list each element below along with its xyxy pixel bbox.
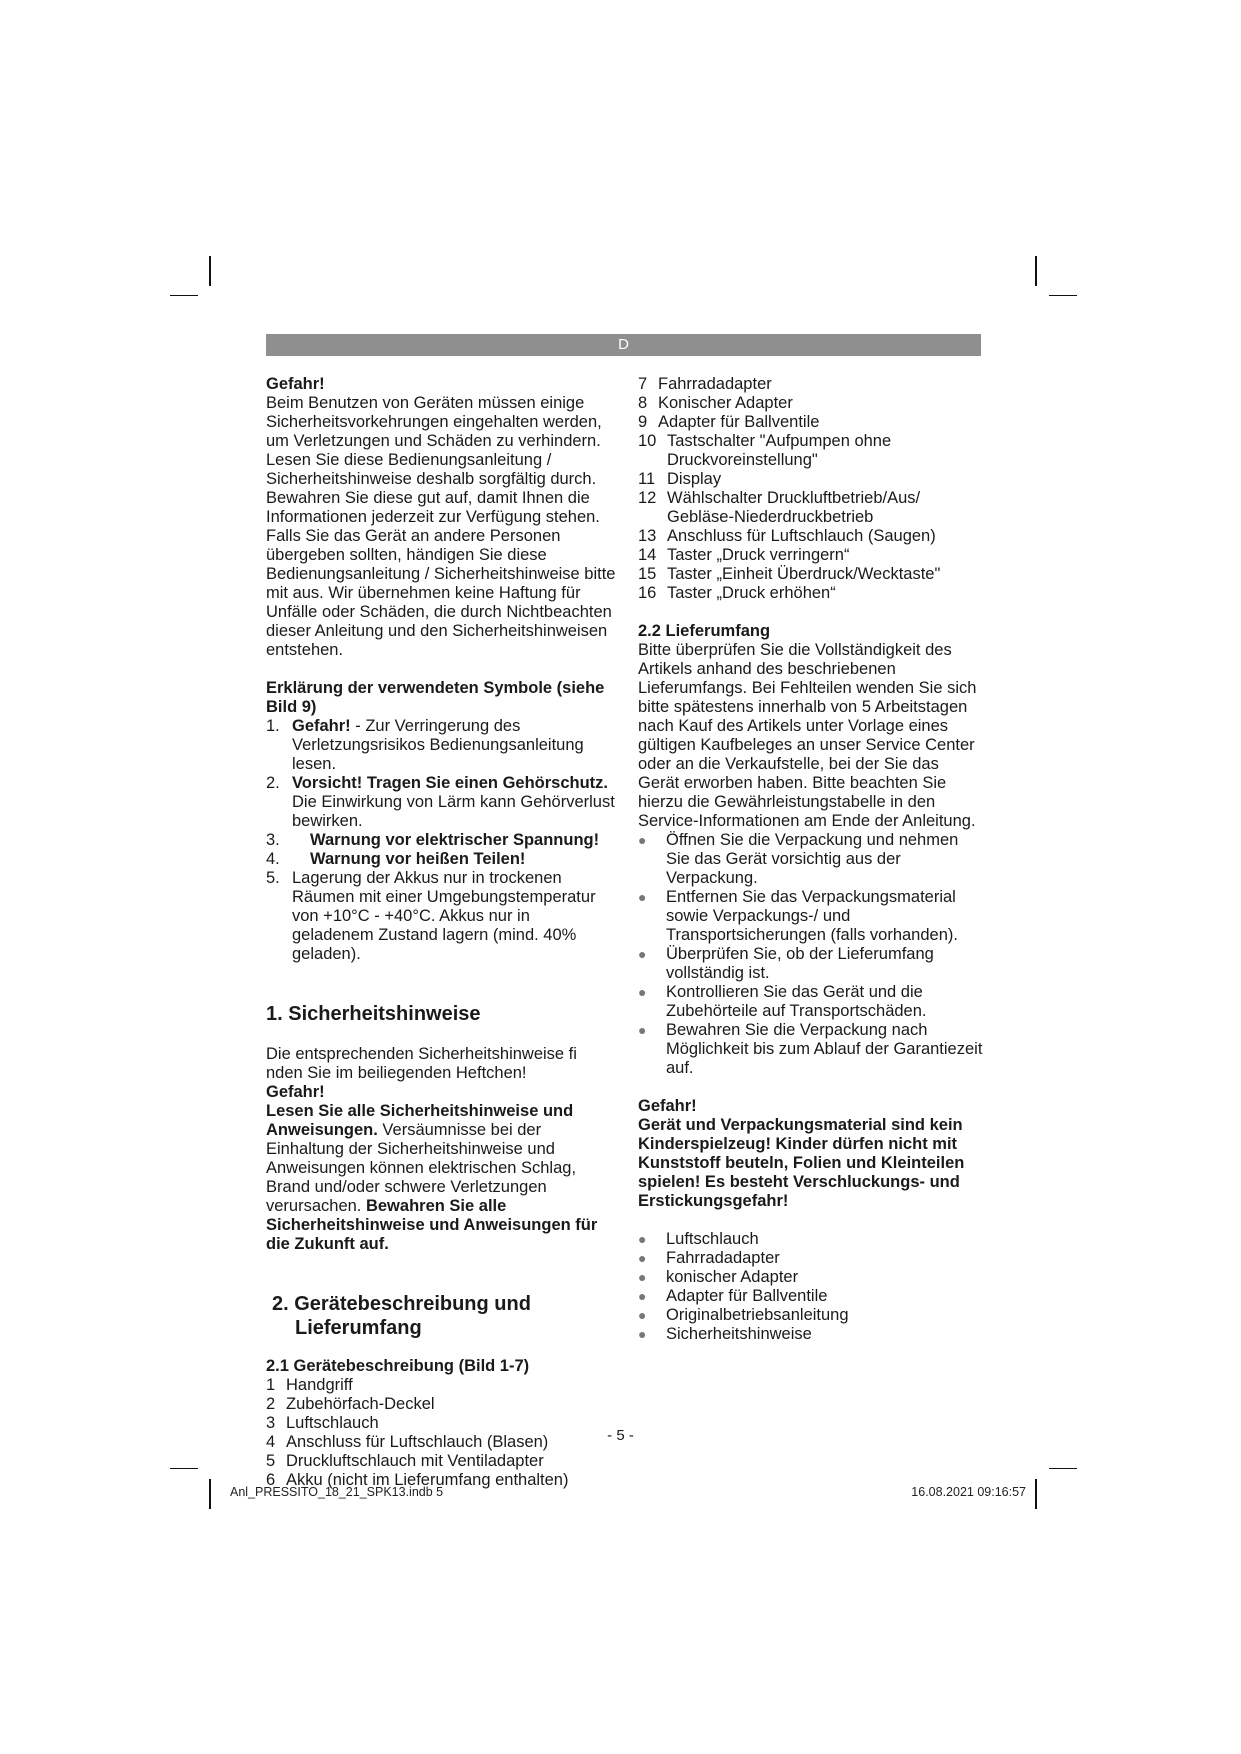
crop-mark — [209, 1479, 211, 1509]
bullet-icon: ● — [638, 984, 647, 1000]
list-item: ● Entfernen Sie das Verpackungsmaterial sowie Verpackungs-/ und Transportsicherungen (falls vorhanden). — [638, 888, 958, 944]
bullet-icon: ● — [638, 1326, 647, 1342]
section-2-1-heading: 2.1 Gerätebeschreibung (Bild 1-7) — [266, 1357, 530, 1375]
list-item: ● Originalbetriebsanleitung — [638, 1306, 849, 1324]
bullet-icon: ● — [638, 1250, 647, 1266]
section-2-title: 2. Gerätebeschreibung und Lieferumfang — [272, 1293, 531, 1339]
list-item: 7 Fahrradadapter — [638, 375, 772, 393]
list-item: ● Sicherheitshinweise — [638, 1325, 812, 1343]
section-2-2-heading: 2.2 Lieferumfang — [638, 622, 771, 640]
list-item: 15 Taster „Einheit Überdruck/Wecktaste" — [638, 565, 941, 583]
list-item: 13 Anschluss für Luftschlauch (Saugen) — [638, 527, 936, 545]
list-item: ● Fahrradadapter — [638, 1249, 780, 1267]
language-header-bar — [266, 334, 981, 356]
symbol-item: 2. Vorsicht! Tragen Sie einen Gehörschutz. Die Einwirkung von Lärm kann Gehörverlust bewirken. — [266, 774, 615, 830]
list-item: 1 Handgriff — [266, 1376, 353, 1394]
intro-heading: Gefahr! — [266, 375, 325, 393]
list-item: ● Bewahren Sie die Verpackung nach Möglichkeit bis zum Ablauf der Garantiezeit auf. — [638, 1021, 983, 1077]
symbols-heading: Erklärung der verwendeten Symbole (siehe Bild 9) — [266, 679, 605, 716]
list-item: 2 Zubehörfach-Deckel — [266, 1395, 435, 1413]
symbol-item: 5. Lagerung der Akkus nur in trockenen Räumen mit einer Umgebungstemperatur von +10°C - +40°C. Akkus nur in geladenem Zustand lagern (mind. 40% geladen). — [266, 869, 596, 963]
symbols-list — [266, 717, 616, 964]
list-item: 5 Druckluftschlauch mit Ventiladapter — [266, 1452, 544, 1470]
list-item: ● Luftschlauch — [638, 1230, 759, 1248]
list-item: 8 Konischer Adapter — [638, 394, 793, 412]
bullet-icon: ● — [638, 1307, 647, 1323]
bullet-icon: ● — [638, 1231, 647, 1247]
section-1-title: 1. Sicherheitshinweise — [266, 1003, 481, 1025]
section-1-intro: Die entsprechenden Sicherheitshinweise fi nden Sie im beiliegenden Heftchen! — [266, 1045, 577, 1082]
symbol-item: 3. Warnung vor elektrischer Spannung! — [266, 831, 600, 849]
crop-mark — [209, 256, 211, 286]
intro-text: Beim Benutzen von Geräten müssen einige Sicherheitsvorkehrungen eingehalten werden, um Verletzungen und Schäden zu verhindern. Lesen Sie diese Bedienungsanleitung / Sicherheitshinweise deshalb sorgfältig durch. Bewahren Sie diese gut auf, damit Ihnen die Informationen jederzeit zur Verfügung stehen. Falls Sie das Gerät an andere Personen übergeben sollten, händigen Sie diese Bedienungsanleitung / Sicherheitshinweise bitte mit aus. Wir übernehmen keine Haftung für Unfälle oder Schäden, die durch Nichtbeachten dieser Anleitung und den Sicherheitshinweisen entstehen. — [266, 394, 616, 659]
symbol-item: 4. Warnung vor heißen Teilen! — [266, 850, 526, 868]
bullet-icon: ● — [638, 946, 647, 962]
section-1-danger: Gefahr! — [266, 1083, 325, 1101]
scope-text: Bitte überprüfen Sie die Vollständigkeit des Artikels anhand des beschriebenen Lieferumfangs. Bei Fehlteilen wenden Sie sich bitte spätestens innerhalb von 5 Arbeitstagen nach Kauf des Artikels unter Vorlage eines gültigen Kaufbeleges an unser Service Center oder an die Verkaufstelle, bei der Sie das Gerät erworben haben. Bitte beachten Sie hierzu die Gewährleistungstabelle in den Service-Informationen am Ende der Anleitung. — [638, 641, 977, 830]
bullet-icon: ● — [638, 832, 647, 848]
footer-timestamp: 16.08.2021 09:16:57 — [911, 1485, 1026, 1499]
list-item: 6 Akku (nicht im Lieferumfang enthalten) — [266, 1471, 569, 1489]
crop-mark — [1049, 295, 1077, 296]
crop-mark — [170, 1468, 198, 1469]
list-item: 11 Display — [638, 470, 722, 488]
crop-mark — [1035, 256, 1037, 286]
danger-text: Gerät und Verpackungsmaterial sind kein Kinderspielzeug! Kinder dürfen nicht mit Kunststoff beuteln, Folien und Kleinteilen spielen! Es besteht Verschluckungs- und Erstickungsgefahr! — [638, 1116, 965, 1210]
section-1-text: Lesen Sie alle Sicherheitshinweise und Anweisungen. Versäumnisse bei der Einhaltung der Sicherheitshinweise und Anweisungen können elektrischen Schlag, Brand und/oder schwere Verletzungen verursachen. Bewahren Sie alle Sicherheitshinweise und Anweisungen für die Zukunft auf. — [266, 1102, 598, 1253]
list-item: 4 Anschluss für Luftschlauch (Blasen) — [266, 1433, 549, 1451]
scope-steps — [638, 831, 983, 1078]
language-code: D — [618, 336, 629, 353]
page-number: - 5 - — [607, 1427, 634, 1444]
danger-heading: Gefahr! — [638, 1097, 697, 1115]
list-item: 9 Adapter für Ballventile — [638, 413, 820, 431]
list-item: 10 Tastschalter "Aufpumpen ohne Druckvoreinstellung" — [638, 432, 892, 469]
crop-mark — [170, 295, 198, 296]
list-item: ● Öffnen Sie die Verpackung und nehmen Sie das Gerät vorsichtig aus der Verpackung. — [638, 831, 959, 887]
list-item: ● Kontrollieren Sie das Gerät und die Zubehörteile auf Transportschäden. — [638, 983, 927, 1020]
list-item: ● Überprüfen Sie, ob der Lieferumfang vollständig ist. — [638, 945, 934, 982]
crop-mark — [1049, 1468, 1077, 1469]
bullet-icon: ● — [638, 1022, 647, 1038]
contents-list — [638, 1230, 983, 1344]
parts-list-right — [638, 375, 983, 603]
list-item: ● konischer Adapter — [638, 1268, 799, 1286]
crop-mark — [1035, 1479, 1037, 1509]
list-item: 3 Luftschlauch — [266, 1414, 379, 1432]
list-item: ● Adapter für Ballventile — [638, 1287, 828, 1305]
bullet-icon: ● — [638, 1269, 647, 1285]
list-item: 12 Wählschalter Druckluftbetrieb/Aus/ Gebläse-Niederdruckbetrieb — [638, 489, 921, 526]
bullet-icon: ● — [638, 889, 647, 905]
right-column — [638, 375, 983, 1344]
left-column — [266, 375, 616, 1490]
footer-file-name: Anl_PRESSITO_18_21_SPK13.indb 5 — [230, 1485, 444, 1499]
list-item: 16 Taster „Druck erhöhen“ — [638, 584, 836, 602]
symbol-item: 1. Gefahr! - Zur Verringerung des Verletzungsrisikos Bedienungsanleitung lesen. — [266, 717, 584, 773]
bullet-icon: ● — [638, 1288, 647, 1304]
list-item: 14 Taster „Druck verringern“ — [638, 546, 850, 564]
